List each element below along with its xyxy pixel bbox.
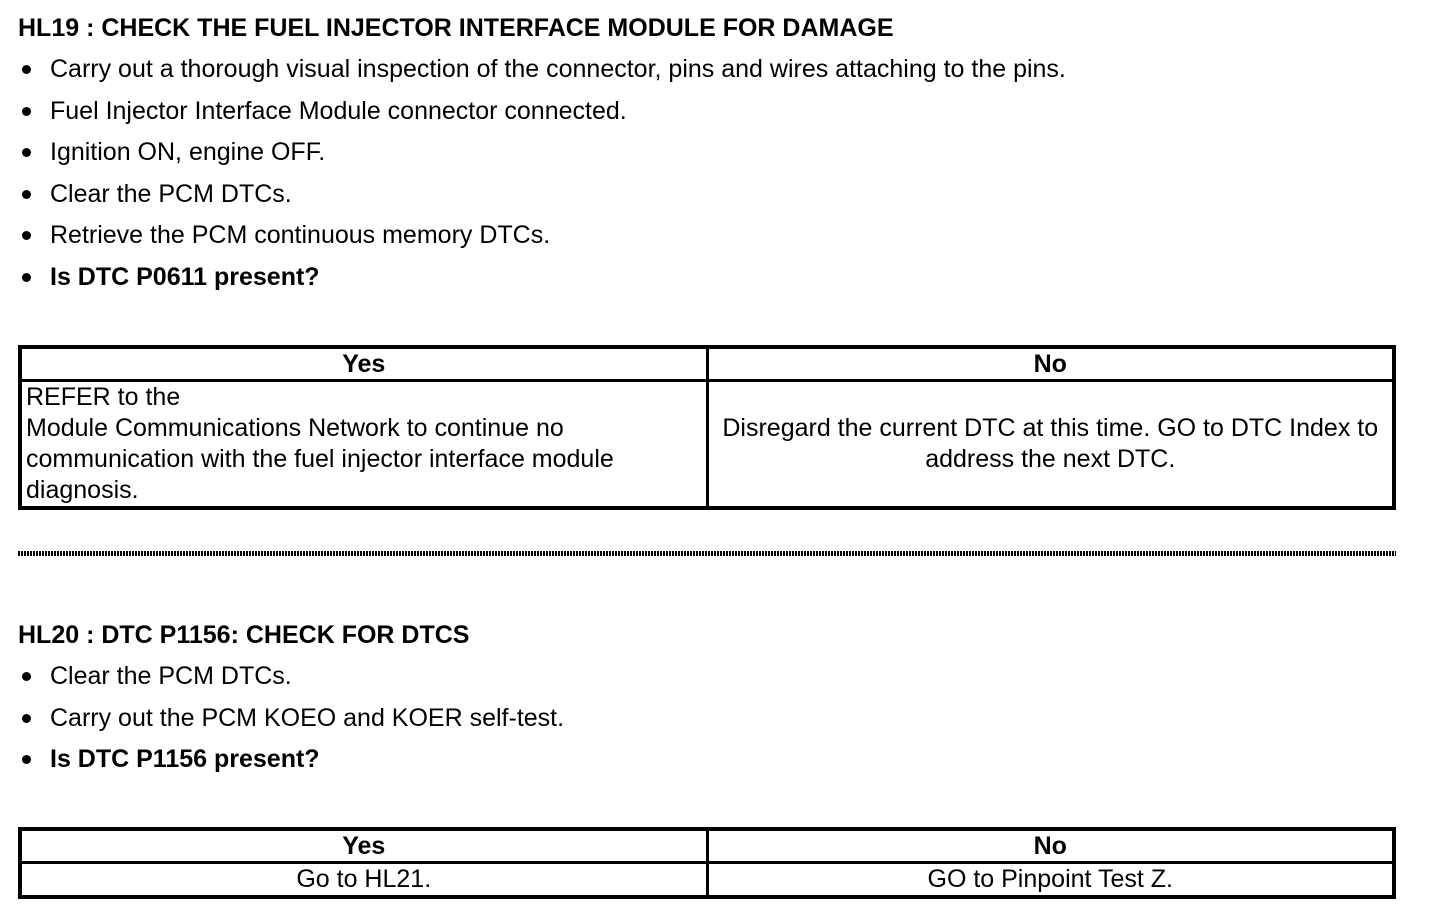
- bullet-icon: [22, 190, 31, 199]
- yes-cell-line1: REFER to the: [26, 383, 181, 411]
- list-item: Fuel Injector Interface Module connector connected.: [18, 96, 1396, 138]
- list-item: Clear the PCM DTCs.: [18, 179, 1396, 221]
- no-cell: GO to Pinpoint Test Z.: [707, 863, 1394, 898]
- list-item: Retrieve the PCM continuous memory DTCs.: [18, 220, 1396, 262]
- bullet-icon: [22, 148, 31, 157]
- bullet-icon: [22, 755, 31, 764]
- step-hl20: [18, 620, 1396, 786]
- result-table-hl19: [18, 345, 1396, 510]
- yes-header: Yes: [20, 829, 707, 863]
- no-header: No: [707, 829, 1394, 863]
- step-title-hl20: HL20 : DTC P1156: CHECK FOR DTCS: [18, 621, 470, 649]
- no-cell: Disregard the current DTC at this time. GO to DTC Index to address the next DTC.: [707, 381, 1394, 509]
- step-title-hl19: HL19 : CHECK THE FUEL INJECTOR INTERFACE MODULE FOR DAMAGE: [18, 14, 894, 42]
- bullet-icon: [22, 273, 31, 282]
- result-table-hl20: [18, 827, 1396, 899]
- yes-cell: [20, 381, 707, 509]
- bullet-icon: [22, 672, 31, 681]
- question-item: Is DTC P0611 present?: [18, 262, 1396, 304]
- list-item: Carry out a thorough visual inspection of the connector, pins and wires attaching to the pins.: [18, 54, 1396, 96]
- bullet-icon: [22, 714, 31, 723]
- step-hl19: [18, 13, 1396, 303]
- step-list-hl20: [18, 661, 1396, 786]
- section-divider: [18, 551, 1396, 556]
- list-item: Ignition ON, engine OFF.: [18, 137, 1396, 179]
- no-header: No: [707, 347, 1394, 381]
- yes-cell: Go to HL21.: [20, 863, 707, 898]
- list-item: Carry out the PCM KOEO and KOER self-test.: [18, 703, 1396, 745]
- yes-cell-line2: Module Communications Network to continue no communication with the fuel injector interface module diagnosis.: [26, 414, 614, 504]
- bullet-icon: [22, 107, 31, 116]
- question-item: Is DTC P1156 present?: [18, 744, 1396, 786]
- bullet-icon: [22, 65, 31, 74]
- bullet-icon: [22, 231, 31, 240]
- yes-header: Yes: [20, 347, 707, 381]
- step-list-hl19: [18, 54, 1396, 303]
- list-item: Clear the PCM DTCs.: [18, 661, 1396, 703]
